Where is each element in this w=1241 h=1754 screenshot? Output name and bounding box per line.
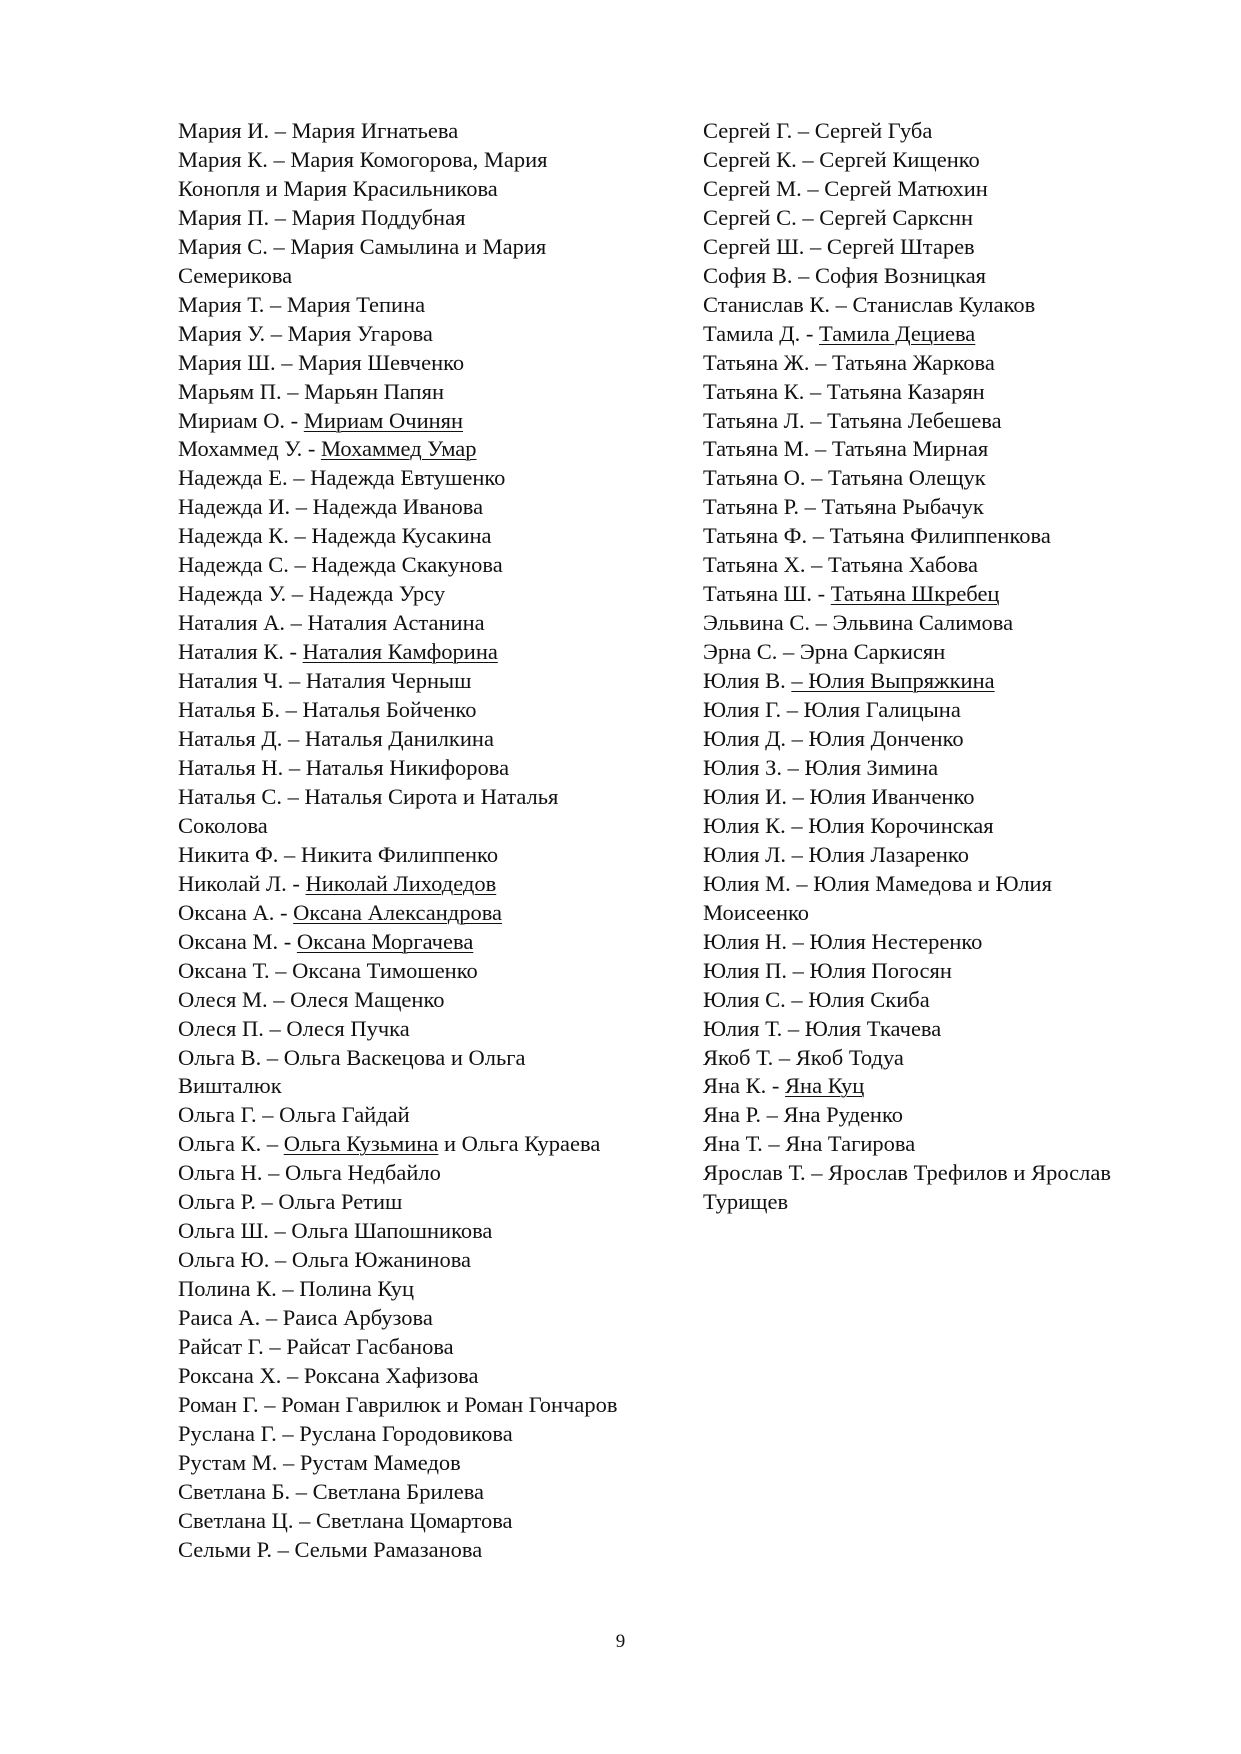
- name-entry: [703, 407, 1153, 436]
- left-column: [178, 117, 628, 1565]
- name-entry: [178, 1130, 628, 1159]
- name-entry: [703, 841, 1153, 870]
- name-entry: [178, 928, 628, 957]
- entry-text: Полина К. – Полина Куц: [178, 1276, 414, 1302]
- name-entry: [703, 204, 1153, 233]
- name-entry: [703, 986, 1153, 1015]
- entry-text: Юлия В.: [703, 668, 792, 694]
- name-entry: [178, 378, 628, 407]
- entry-text: Мария С. – Мария Самылина и Мария Семерикова: [178, 233, 547, 288]
- entry-text: Юлия Н. – Юлия Нестеренко: [703, 928, 983, 954]
- name-entry: [703, 928, 1153, 957]
- entry-text: Мария И. – Мария Игнатьева: [178, 118, 459, 143]
- name-entry: [178, 493, 628, 522]
- entry-text: Юлия К. – Юлия Корочинская: [703, 812, 994, 838]
- underlined-name: Яна Куц: [785, 1073, 865, 1099]
- entry-text: Татьяна Л. – Татьяна Лебешева: [703, 407, 1002, 433]
- entry-text: Татьяна Ж. – Татьяна Жаркова: [703, 349, 995, 375]
- underlined-name: Мохаммед Умар: [320, 436, 477, 462]
- entry-text: Татьяна Х. – Татьяна Хабова: [703, 552, 978, 578]
- name-entry: [178, 407, 628, 436]
- entry-text: Юлия С. – Юлия Скиба: [703, 986, 930, 1012]
- page-number: 9: [615, 1631, 626, 1652]
- entry-text: Ольга Г. – Ольга Гайдай: [178, 1102, 410, 1128]
- entry-text: Надежда Е. – Надежда Евтушенко: [178, 465, 506, 491]
- entry-text: Наталья Н. – Наталья Никифорова: [178, 754, 510, 780]
- name-entry: [178, 580, 628, 609]
- entry-text: Наталия К. -: [178, 639, 303, 665]
- entry-text: Ольга Ш. – Ольга Шапошникова: [178, 1218, 493, 1244]
- entry-text: Эрна С. – Эрна Саркисян: [703, 639, 946, 665]
- name-entry: [178, 146, 628, 204]
- name-entry: [703, 783, 1153, 812]
- name-entry: [178, 1362, 628, 1391]
- entry-text: Тамила Д. -: [703, 320, 820, 346]
- entry-text: Татьяна К. – Татьяна Казарян: [703, 378, 985, 404]
- entry-text: Райсат Г. – Райсат Гасбанова: [178, 1334, 454, 1360]
- entry-text: Ольга В. – Ольга Васкецова и Ольга Вишталюк: [178, 1044, 526, 1099]
- entry-text: Оксана М. -: [178, 928, 297, 954]
- name-entry: [178, 320, 628, 349]
- name-entry: [178, 204, 628, 233]
- underlined-name: Мириам Очинян: [303, 407, 464, 433]
- name-entry: [703, 609, 1153, 638]
- entry-text: Эльвина С. – Эльвина Салимова: [703, 610, 1014, 636]
- entry-text: Роксана Х. – Роксана Хафизова: [178, 1362, 479, 1388]
- entry-text: Татьяна Ш. -: [703, 581, 831, 607]
- entry-text: Сергей С. – Сергей Саркснн: [703, 204, 974, 230]
- name-entry: [178, 435, 628, 464]
- name-entry: [178, 1015, 628, 1044]
- entry-text: Мария У. – Мария Угарова: [178, 320, 433, 346]
- name-entry: [703, 1044, 1153, 1073]
- entry-text: Юлия З. – Юлия Зимина: [703, 754, 939, 780]
- name-entry: [703, 233, 1153, 262]
- entry-text: Оксана А. -: [178, 899, 294, 925]
- entry-text: Сергей К. – Сергей Кищенко: [703, 146, 980, 172]
- name-entry: [178, 725, 628, 754]
- name-entry: [178, 522, 628, 551]
- entry-text: Мария Т. – Мария Тепина: [178, 291, 426, 317]
- name-entry: [178, 899, 628, 928]
- name-entry: [178, 841, 628, 870]
- underlined-name: Татьяна Шкребец: [830, 581, 1000, 607]
- entry-text: Юлия П. – Юлия Погосян: [703, 957, 952, 983]
- entry-text: Татьяна О. – Татьяна Олещук: [703, 465, 986, 491]
- entry-text: Наталья С. – Наталья Сирота и Наталья Соколова: [178, 783, 559, 838]
- entry-text: Роман Г. – Роман Гаврилюк и Роман Гончаров: [178, 1391, 618, 1417]
- name-entry: [703, 696, 1153, 725]
- name-entry: [178, 638, 628, 667]
- entry-text: Никита Ф. – Никита Филиппенко: [178, 841, 499, 867]
- entry-text: Яна Р. – Яна Руденко: [703, 1102, 904, 1128]
- entry-text: Юлия И. – Юлия Иванченко: [703, 783, 975, 809]
- name-entry: [703, 754, 1153, 783]
- name-entry: [703, 870, 1153, 928]
- entry-text: Мария П. – Мария Поддубная: [178, 204, 466, 230]
- name-entry: [178, 1188, 628, 1217]
- underlined-name: Ольга Кузьмина: [283, 1131, 439, 1157]
- entry-text: Сергей М. – Сергей Матюхин: [703, 175, 988, 201]
- name-entry: [178, 754, 628, 783]
- entry-text: Татьяна М. – Татьяна Мирная: [703, 436, 989, 462]
- name-entry: [178, 117, 628, 146]
- underlined-name: Оксана Александрова: [293, 899, 503, 925]
- entry-text: Наталия Ч. – Наталия Черныш: [178, 668, 472, 694]
- entry-text: Рустам М. – Рустам Мамедов: [178, 1449, 461, 1475]
- name-entry: [703, 522, 1153, 551]
- name-entry: [178, 464, 628, 493]
- underlined-name: Оксана Моргачева: [296, 928, 474, 954]
- name-entry: [703, 175, 1153, 204]
- name-entry: [178, 1246, 628, 1275]
- name-entry: [178, 957, 628, 986]
- name-entry: [178, 1507, 628, 1536]
- entry-text: Юлия Д. – Юлия Донченко: [703, 726, 964, 752]
- entry-text: Светлана Б. – Светлана Брилева: [178, 1478, 485, 1504]
- entry-text: Ярослав Т. – Ярослав Трефилов и Ярослав Турищев: [703, 1160, 1111, 1215]
- name-entry: [178, 1478, 628, 1507]
- entry-text: Мохаммед У. -: [178, 436, 321, 462]
- name-entry: [178, 291, 628, 320]
- name-entry: [178, 870, 628, 899]
- entry-text: Мария Ш. – Мария Шевченко: [178, 349, 465, 375]
- name-entry: [178, 1304, 628, 1333]
- name-entry: [178, 783, 628, 841]
- underlined-name: Николай Лиходедов: [305, 870, 497, 896]
- name-entry: [178, 1449, 628, 1478]
- entry-text: Олеся М. – Олеся Мащенко: [178, 986, 445, 1012]
- name-entry: [178, 349, 628, 378]
- name-entry: [703, 320, 1153, 349]
- entry-text: Ольга Н. – Ольга Недбайло: [178, 1160, 441, 1186]
- name-entry: [703, 667, 1153, 696]
- right-column: [703, 117, 1153, 1217]
- name-entry: [703, 1130, 1153, 1159]
- entry-text: Раиса А. – Раиса Арбузова: [178, 1305, 433, 1331]
- name-entry: [703, 262, 1153, 291]
- name-entry: [178, 551, 628, 580]
- entry-text: Руслана Г. – Руслана Городовикова: [178, 1420, 513, 1446]
- entry-text: Наталия А. – Наталия Астанина: [178, 610, 485, 636]
- name-entry: [703, 812, 1153, 841]
- entry-text: Наталья Д. – Наталья Данилкина: [178, 726, 494, 752]
- name-entry: [178, 1420, 628, 1449]
- entry-text: Сергей Г. – Сергей Губа: [703, 118, 933, 143]
- entry-text: Ольга Ю. – Ольга Южанинова: [178, 1247, 472, 1273]
- name-entry: [703, 1159, 1153, 1217]
- entry-text: Станислав К. – Станислав Кулаков: [703, 291, 1036, 317]
- entry-text: Оксана Т. – Оксана Тимошенко: [178, 957, 478, 983]
- entry-text: Юлия Т. – Юлия Ткачева: [703, 1015, 942, 1041]
- name-entry: [703, 493, 1153, 522]
- entry-text: Марьям П. – Марьян Папян: [178, 378, 444, 404]
- name-entry: [178, 1101, 628, 1130]
- entry-text: Юлия Г. – Юлия Галицына: [703, 697, 961, 723]
- entry-text: Мария К. – Мария Комогорова, Мария Конопля и Мария Красильникова: [178, 146, 548, 201]
- name-entry: [703, 349, 1153, 378]
- entry-text: Ольга К. –: [178, 1131, 284, 1157]
- name-entry: [703, 580, 1153, 609]
- name-entry: [178, 1333, 628, 1362]
- name-entry: [703, 957, 1153, 986]
- name-entry: [178, 1536, 628, 1565]
- entry-text: Ольга Р. – Ольга Ретиш: [178, 1189, 403, 1215]
- underlined-name: Тамила Дециева: [819, 320, 976, 346]
- entry-text: Надежда И. – Надежда Иванова: [178, 494, 484, 520]
- name-entry: [178, 609, 628, 638]
- name-entry: [703, 378, 1153, 407]
- entry-text: Надежда У. – Надежда Урсу: [178, 581, 446, 607]
- entry-text: София В. – София Возницкая: [703, 262, 987, 288]
- underlined-name: Наталия Камфорина: [302, 639, 498, 665]
- entry-text: Надежда К. – Надежда Кусакина: [178, 523, 492, 549]
- name-entry: [703, 725, 1153, 754]
- name-entry: [703, 1101, 1153, 1130]
- entry-text: Яна Т. – Яна Тагирова: [703, 1131, 916, 1157]
- name-entry: [703, 1072, 1153, 1101]
- name-entry: [703, 146, 1153, 175]
- name-entry: [178, 667, 628, 696]
- entry-text: Сельми Р. – Сельми Рамазанова: [178, 1536, 483, 1562]
- name-entry: [178, 1044, 628, 1102]
- entry-text: Николай Л. -: [178, 870, 306, 896]
- entry-text: Татьяна Р. – Татьяна Рыбачук: [703, 494, 984, 520]
- name-entry: [178, 696, 628, 725]
- name-entry: [703, 551, 1153, 580]
- name-entry: [703, 291, 1153, 320]
- name-entry: [178, 1391, 628, 1420]
- entry-text: Светлана Ц. – Светлана Цомартова: [178, 1507, 513, 1533]
- name-entry: [178, 1217, 628, 1246]
- entry-text: Юлия Л. – Юлия Лазаренко: [703, 841, 969, 867]
- name-entry: [178, 233, 628, 291]
- name-entry: [178, 986, 628, 1015]
- name-entry: [703, 435, 1153, 464]
- entry-text: Наталья Б. – Наталья Бойченко: [178, 697, 477, 723]
- entry-text: Сергей Ш. – Сергей Штарев: [703, 233, 975, 259]
- entry-text: Юлия М. – Юлия Мамедова и Юлия Моисеенко: [703, 870, 1052, 925]
- entry-text: Якоб Т. – Якоб Тодуа: [703, 1044, 904, 1070]
- underlined-name: – Юлия Выпряжкина: [791, 668, 995, 694]
- entry-text: Татьяна Ф. – Татьяна Филиппенкова: [703, 523, 1051, 549]
- entry-text: Яна К. -: [703, 1073, 786, 1099]
- entry-text: Надежда С. – Надежда Скакунова: [178, 552, 503, 578]
- entry-text: Олеся П. – Олеся Пучка: [178, 1015, 410, 1041]
- name-entry: [703, 464, 1153, 493]
- entry-text: и Ольга Кураева: [438, 1131, 601, 1157]
- name-entry: [703, 638, 1153, 667]
- name-entry: [703, 117, 1153, 146]
- name-entry: [178, 1159, 628, 1188]
- name-entry: [703, 1015, 1153, 1044]
- entry-text: Мириам О. -: [178, 407, 304, 433]
- name-entry: [178, 1275, 628, 1304]
